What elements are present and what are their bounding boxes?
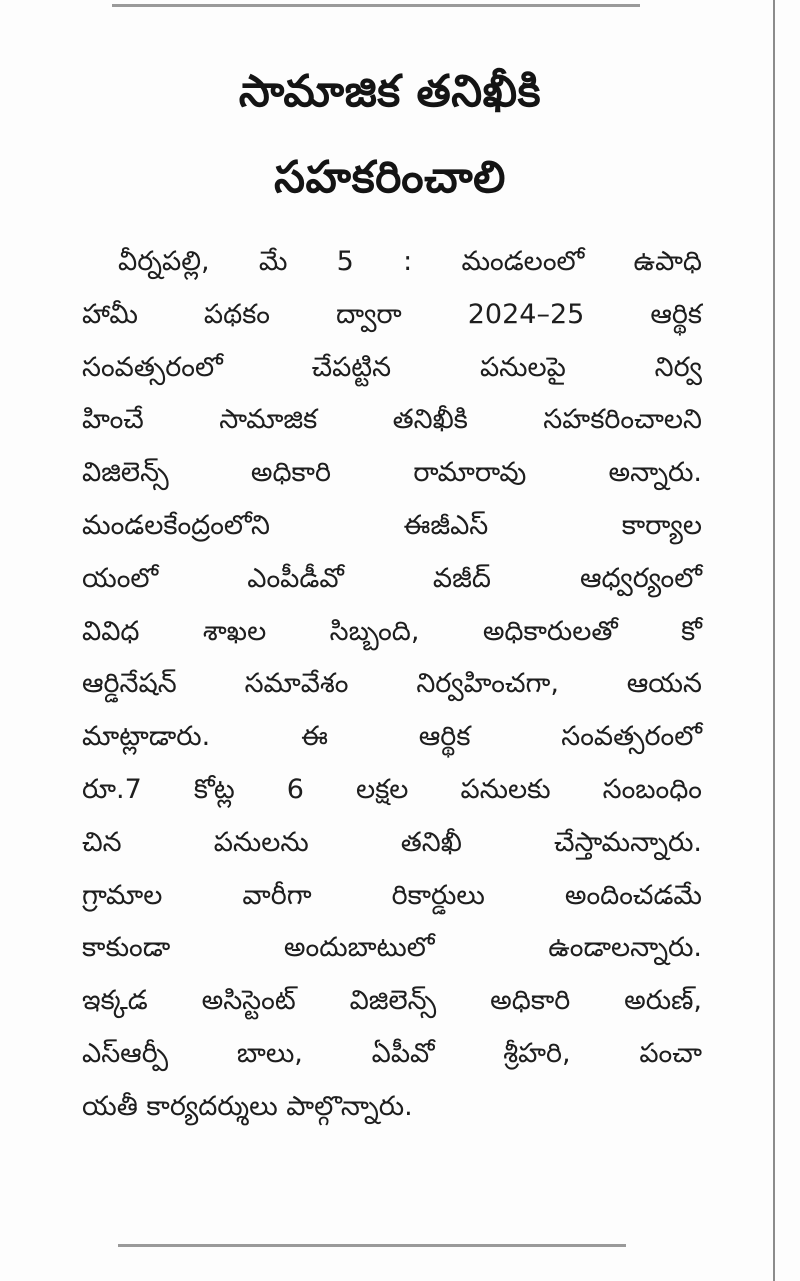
body-line: ఇక్కడ అసిస్టెంట్ విజిలెన్స్ అధికారి అరుణ్, <box>82 985 702 1017</box>
body-line: గ్రామాల వారీగా రికార్డులు అందించడమే <box>82 879 702 911</box>
body-line: హామీ పథకం ద్వారా 2024–25 ఆర్థిక <box>82 298 702 330</box>
body-line: కాకుండా అందుబాటులో ఉండాలన్నారు. <box>82 932 702 964</box>
headline-line-2: సహకరించాలి <box>274 152 506 203</box>
body-line: సంవత్సరంలో చేపట్టిన పనులపై నిర్వ <box>82 351 702 383</box>
article-body <box>82 236 702 1134</box>
body-line: ఆర్డినేషన్ సమావేశం నిర్వహించగా, ఆయన <box>82 668 702 700</box>
body-line: విజిలెన్స్ అధికారి రామారావు అన్నారు. <box>82 457 702 489</box>
body-line: హించే సామాజిక తనిఖీకి సహకరించాలని <box>82 404 702 436</box>
body-line: రూ.7 కోట్ల 6 లక్షల పనులకు సంబంధిం <box>82 773 702 805</box>
body-line: మాట్లాడారు. ఈ ఆర్థిక సంవత్సరంలో <box>82 721 702 753</box>
body-line: ఎస్ఆర్పీ బాలు, ఏపీవో శ్రీహరి, పంచా <box>82 1037 702 1069</box>
top-divider <box>112 4 640 7</box>
body-line: చిన పనులను తనిఖీ చేస్తామన్నారు. <box>82 826 702 858</box>
column-border <box>773 0 775 1281</box>
body-line: మండలకేంద్రంలోని ఈజీఎస్ కార్యాల <box>82 509 702 541</box>
body-line: వీర్నపల్లి, మే 5 : మండలంలో ఉపాధి <box>118 246 702 277</box>
bottom-divider <box>118 1244 626 1247</box>
body-line: యంలో ఎంపీడీవో వజీద్ ఆధ్వర్యంలో <box>82 562 702 594</box>
body-line: యతీ కార్యదర్శులు పాల్గొన్నారు. <box>82 1090 413 1122</box>
body-line: వివిధ శాఖల సిబ్బంది, అధికారులతో కో <box>82 615 702 647</box>
headline-line-1: సామాజిక తనిఖీకి <box>238 66 542 117</box>
